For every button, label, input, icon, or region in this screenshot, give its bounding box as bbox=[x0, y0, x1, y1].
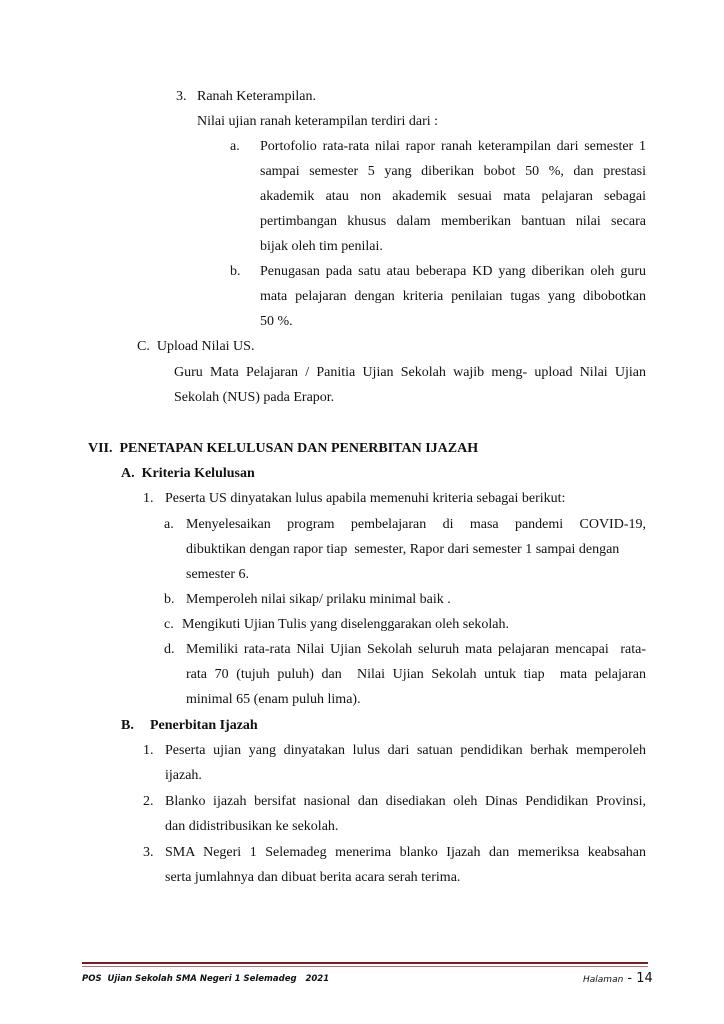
criteria-a-label: a. bbox=[164, 517, 174, 532]
ijazah-1-line-2: ijazah. bbox=[165, 768, 202, 783]
section-c-line-1: Guru Mata Pelajaran / Panitia Ujian Sekolah wajib meng- upload Nilai Ujian bbox=[174, 365, 646, 380]
criteria-c-label: c. bbox=[164, 617, 174, 632]
criteria-b-text: Memperoleh nilai sikap/ prilaku minimal baik . bbox=[186, 592, 451, 607]
ijazah-1-line-1: Peserta ujian yang dinyatakan lulus dari satuan pendidikan berhak memperoleh bbox=[165, 743, 646, 758]
subsection-a-heading: A. Kriteria Kelulusan bbox=[121, 466, 255, 481]
section-c-line-2: Sekolah (NUS) pada Erapor. bbox=[174, 390, 335, 405]
ijazah-2-number: 2. bbox=[143, 794, 154, 809]
item-3-intro: Nilai ujian ranah keterampilan terdiri dari : bbox=[197, 114, 439, 129]
footer-page-info bbox=[583, 970, 653, 986]
criteria-a-line-2: dibuktikan dengan rapor tiap semester, Rapor dari semester 1 sampai dengan bbox=[186, 542, 620, 557]
item-3a-line-4: pertimbangan khusus dalam memberikan bantuan nilai secara bbox=[260, 214, 646, 229]
criteria-d-line-1: Memiliki rata-rata Nilai Ujian Sekolah seluruh mata pelajaran mencapai rata- bbox=[186, 642, 646, 657]
section-c-title: C. Upload Nilai US. bbox=[137, 339, 255, 354]
footer-rule bbox=[82, 962, 648, 964]
criteria-c-text: Mengikuti Ujian Tulis yang diselenggarakan oleh sekolah. bbox=[182, 617, 510, 632]
item-3b-line-1: Penugasan pada satu atau beberapa KD yang diberikan oleh guru bbox=[260, 264, 646, 279]
item-3-title: Ranah Keterampilan. bbox=[197, 89, 316, 104]
footer-rule-thin bbox=[82, 966, 648, 967]
item-3b-label: b. bbox=[230, 264, 241, 279]
subsection-b-label: B. bbox=[121, 718, 134, 733]
footer-document-title: POS Ujian Sekolah SMA Negeri 1 Selemadeg 2021 bbox=[82, 974, 330, 984]
criteria-b-label: b. bbox=[164, 592, 175, 607]
item-3a-line-2: sampai semester 5 yang diberikan bobot 50 %, dan prestasi bbox=[260, 164, 646, 179]
criteria-1-number: 1. bbox=[143, 491, 154, 506]
criteria-a-line-1: Menyelesaikan program pembelajaran di masa pandemi COVID-19, bbox=[186, 517, 646, 532]
ijazah-3-number: 3. bbox=[143, 845, 154, 860]
ijazah-3-line-2: serta jumlahnya dan dibuat berita acara serah terima. bbox=[165, 870, 461, 885]
item-3b-line-2: mata pelajaran dengan kriteria penilaian tugas yang dibobotkan bbox=[260, 289, 646, 304]
criteria-1-text: Peserta US dinyatakan lulus apabila memenuhi kriteria sebagai berikut: bbox=[165, 491, 566, 506]
subsection-b-heading: Penerbitan Ijazah bbox=[150, 718, 258, 733]
criteria-d-line-2: rata 70 (tujuh puluh) dan Nilai Ujian Sekolah untuk tiap mata pelajaran bbox=[186, 667, 646, 682]
criteria-d-line-3: minimal 65 (enam puluh lima). bbox=[186, 692, 361, 707]
item-3a-line-1: Portofolio rata-rata nilai rapor ranah keterampilan dari semester 1 bbox=[260, 139, 646, 154]
ijazah-2-line-2: dan didistribusikan ke sekolah. bbox=[165, 819, 339, 834]
item-3a-label: a. bbox=[230, 139, 240, 154]
footer-page-number: - 14 bbox=[623, 971, 653, 986]
chapter-7-heading: VII. PENETAPAN KELULUSAN DAN PENERBITAN IJAZAH bbox=[88, 441, 479, 456]
criteria-d-label: d. bbox=[164, 642, 175, 657]
item-3a-line-3: akademik atau non akademik sesuai mata pelajaran sebagai bbox=[260, 189, 646, 204]
ijazah-2-line-1: Blanko ijazah bersifat nasional dan disediakan oleh Dinas Pendidikan Provinsi, bbox=[165, 794, 646, 809]
item-3-number: 3. bbox=[176, 89, 187, 104]
criteria-a-line-3: semester 6. bbox=[186, 567, 249, 582]
ijazah-3-line-1: SMA Negeri 1 Selemadeg menerima blanko Ijazah dan memeriksa keabsahan bbox=[165, 845, 646, 860]
ijazah-1-number: 1. bbox=[143, 743, 154, 758]
footer-halaman-label: Halaman bbox=[583, 975, 624, 985]
item-3a-line-5: bijak oleh tim penilai. bbox=[260, 239, 383, 254]
item-3b-line-3: 50 %. bbox=[260, 314, 293, 329]
